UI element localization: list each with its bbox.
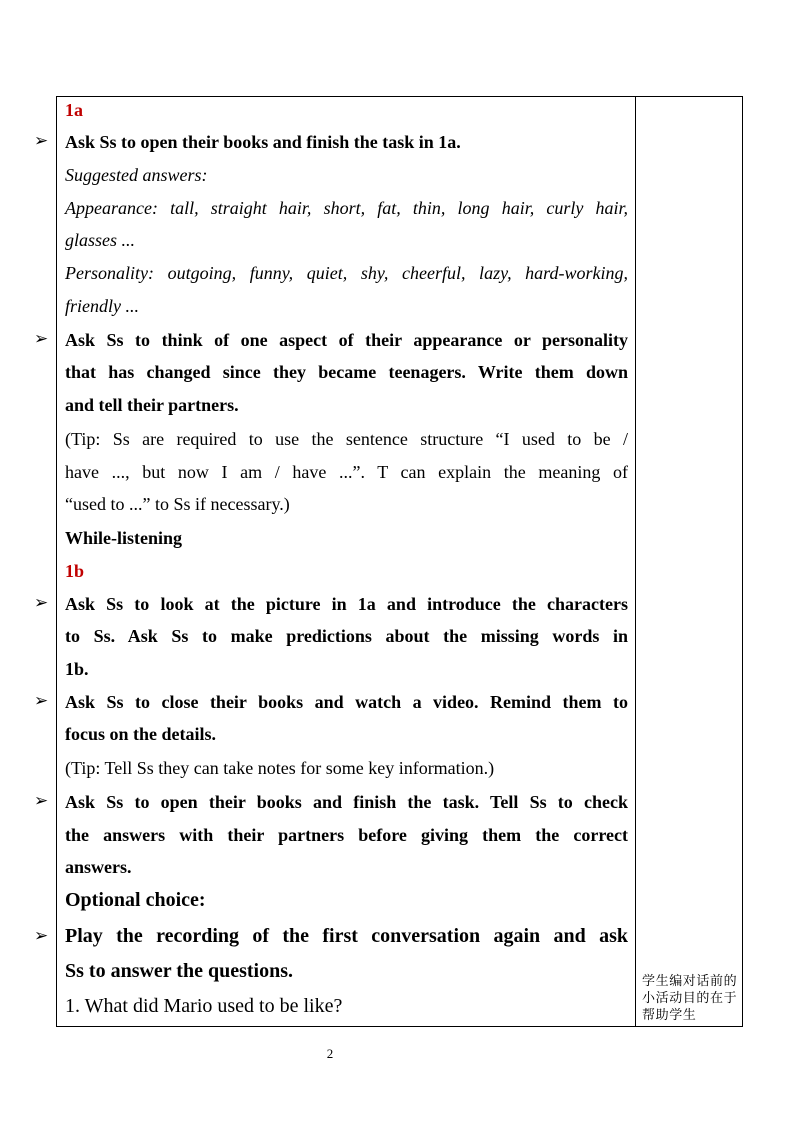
- suggested-answers-label: Suggested answers:: [65, 165, 208, 185]
- tip-1-line-3: “used to ...” to Ss if necessary.): [65, 494, 290, 514]
- bullet-icon: ➢: [34, 926, 49, 946]
- instruction-3-line-3: 1b.: [65, 659, 89, 679]
- tip-2: (Tip: Tell Ss they can take notes for some key information.): [65, 758, 495, 778]
- bullet-icon: ➢: [34, 691, 49, 711]
- side-note: 学生编对话前的小活动目的在于帮助学生: [642, 974, 738, 1023]
- optional-choice-heading: Optional choice:: [65, 889, 206, 911]
- appearance-line-2: glasses ...: [65, 230, 136, 250]
- instruction-4-line-1: Ask Ss to close their books and watch a video. Remind them to: [65, 692, 628, 712]
- instruction-3-line-1: Ask Ss to look at the picture in 1a and introduce the characters: [65, 594, 628, 614]
- personality-line-2: friendly ...: [65, 296, 139, 316]
- instruction-3-line-2: to Ss. Ask Ss to make predictions about the missing words in: [65, 626, 628, 646]
- bullet-icon: ➢: [34, 791, 49, 811]
- personality-line-1: Personality: outgoing, funny, quiet, shy, cheerful, lazy, hard-working,: [65, 263, 628, 283]
- tip-1-line-2: have ..., but now I am / have ...”. T can explain the meaning of: [65, 462, 628, 482]
- instruction-5-line-1: Ask Ss to open their books and finish the task. Tell Ss to check: [65, 792, 628, 812]
- bullet-icon: ➢: [34, 131, 49, 151]
- instruction-4-line-2: focus on the details.: [65, 724, 217, 744]
- instruction-1: Ask Ss to open their books and finish the task in 1a.: [65, 132, 461, 152]
- instruction-2-line-1: Ask Ss to think of one aspect of their appearance or personality: [65, 330, 628, 350]
- page-number: 2: [326, 1046, 334, 1061]
- section-heading-1b: 1b: [65, 561, 85, 581]
- instruction-2-line-3: and tell their partners.: [65, 395, 239, 415]
- bullet-icon: ➢: [34, 593, 49, 613]
- instruction-5-line-3: answers.: [65, 857, 132, 877]
- instruction-6-line-1: Play the recording of the first conversation again and ask: [65, 925, 628, 947]
- appearance-line-1: Appearance: tall, straight hair, short, fat, thin, long hair, curly hair,: [65, 198, 628, 218]
- section-heading-1a: 1a: [65, 100, 83, 120]
- tip-1-line-1: (Tip: Ss are required to use the sentence structure “I used to be /: [65, 429, 628, 449]
- question-1: 1. What did Mario used to be like?: [65, 995, 343, 1017]
- instruction-5-line-2: the answers with their partners before giving them the correct: [65, 825, 628, 845]
- while-listening-heading: While-listening: [65, 528, 183, 548]
- column-divider: [635, 97, 636, 1026]
- instruction-2-line-2: that has changed since they became teenagers. Write them down: [65, 362, 628, 382]
- bullet-icon: ➢: [34, 329, 49, 349]
- instruction-6-line-2: Ss to answer the questions.: [65, 960, 293, 982]
